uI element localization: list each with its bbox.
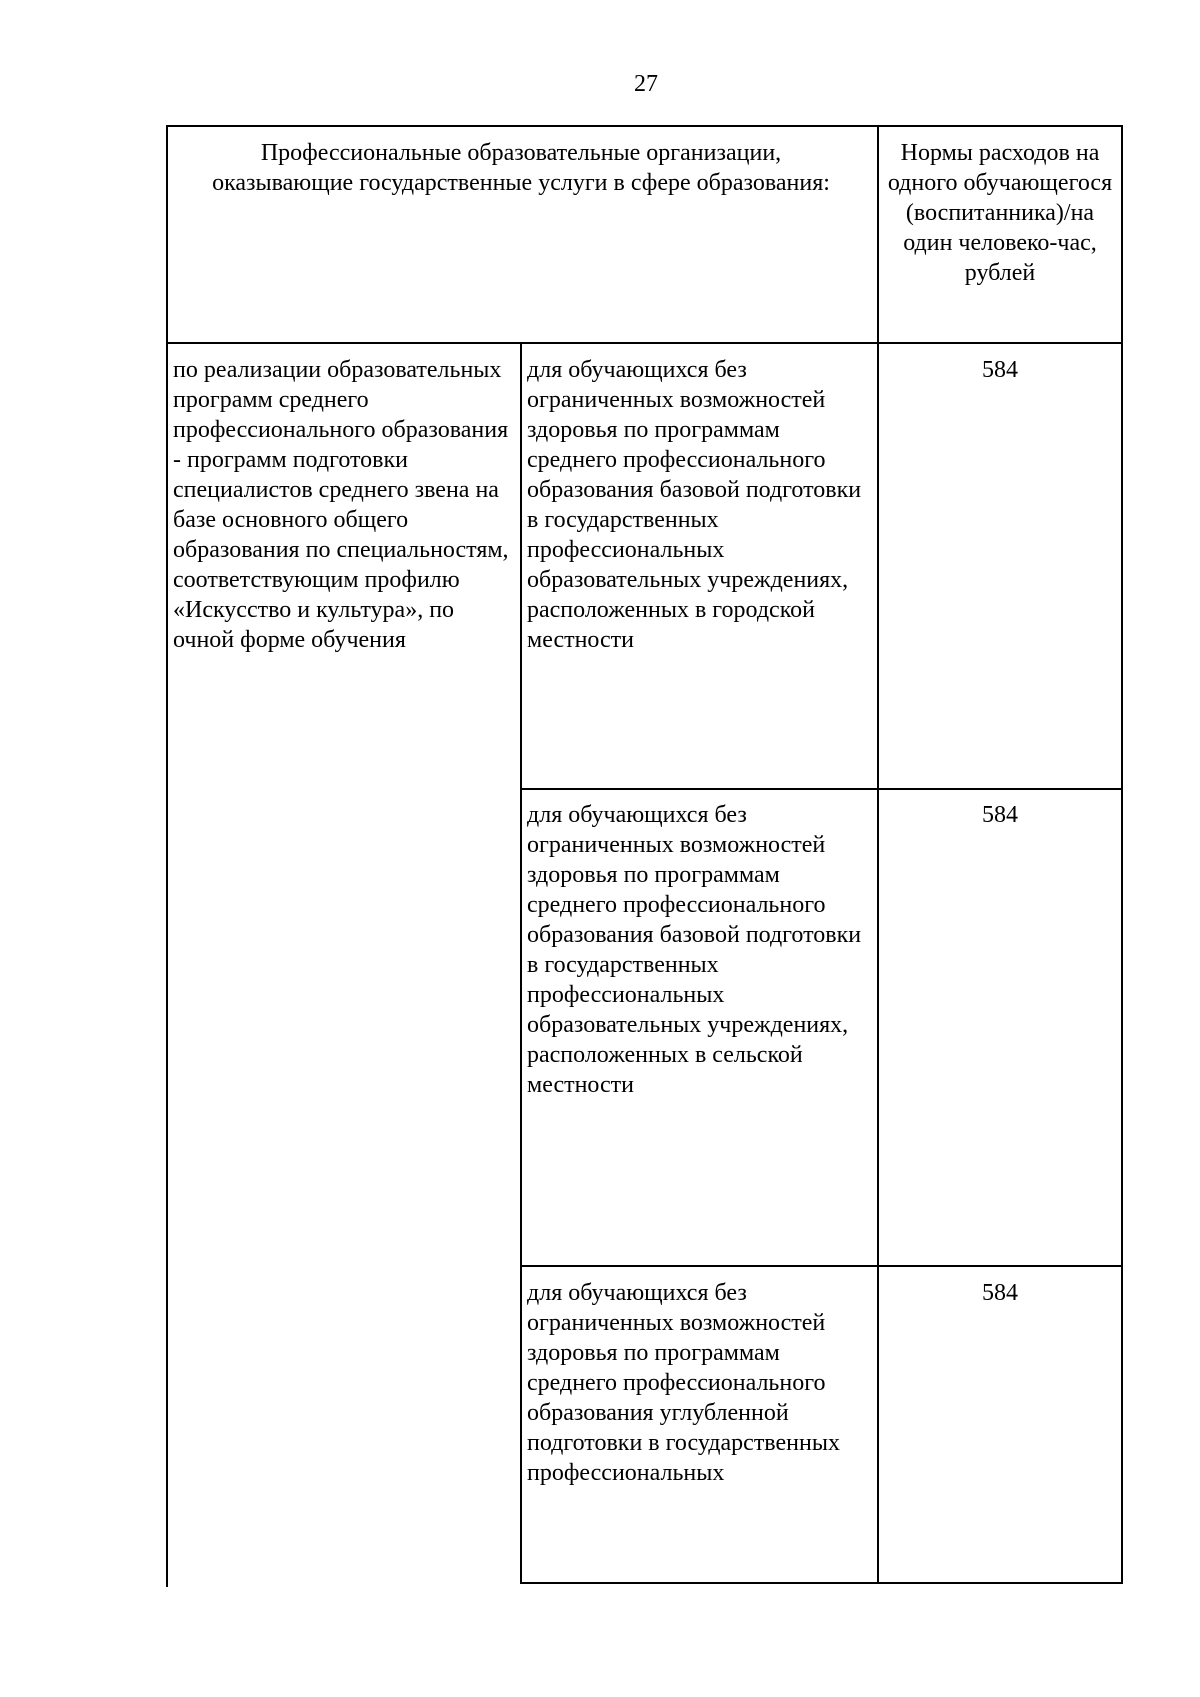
header-divider — [166, 342, 1123, 344]
row-2-description: для обучающихся без ограниченных возможностей здоровья по программам среднего профессионального образования базовой подготовки в государственных профессиональных образовательных учреждениях, расположенных в сельской местности — [527, 802, 862, 1098]
main-category-description: по реализации образовательных программ среднего профессионального образования - программ подготовки специалистов среднего звена на базе основного общего образования по специальностям, соответствующим профилю «Искусство и культура», по очной форме обучения — [173, 357, 509, 653]
value-column-divider — [877, 125, 879, 1584]
row-divider-2 — [520, 1265, 1123, 1267]
row-2-value: 584 — [982, 802, 1018, 828]
row-divider-1 — [520, 788, 1123, 790]
row-3-value: 584 — [982, 1280, 1018, 1306]
table-left-border — [166, 125, 168, 1587]
header-organizations-title: Профессиональные образовательные организации, оказывающие государственные услуги в сфере образования: — [212, 140, 830, 196]
row-1-value: 584 — [982, 357, 1018, 383]
row-3-description: для обучающихся без ограниченных возможностей здоровья по программам среднего профессионального образования углубленной подготовки в государственных профессиональных — [527, 1280, 840, 1486]
category-column-divider — [520, 342, 522, 1584]
row-1-description: для обучающихся без ограниченных возможностей здоровья по программам среднего профессионального образования базовой подготовки в государственных профессиональных образовательных учреждениях, расположенных в городской местности — [527, 357, 862, 653]
table-top-border — [166, 125, 1123, 127]
header-norms-title: Нормы расходов на одного обучающегося (воспитанника)/на один человеко-час, рублей — [887, 140, 1113, 286]
page-number: 27 — [634, 71, 658, 97]
table-bottom-border — [520, 1582, 1123, 1584]
